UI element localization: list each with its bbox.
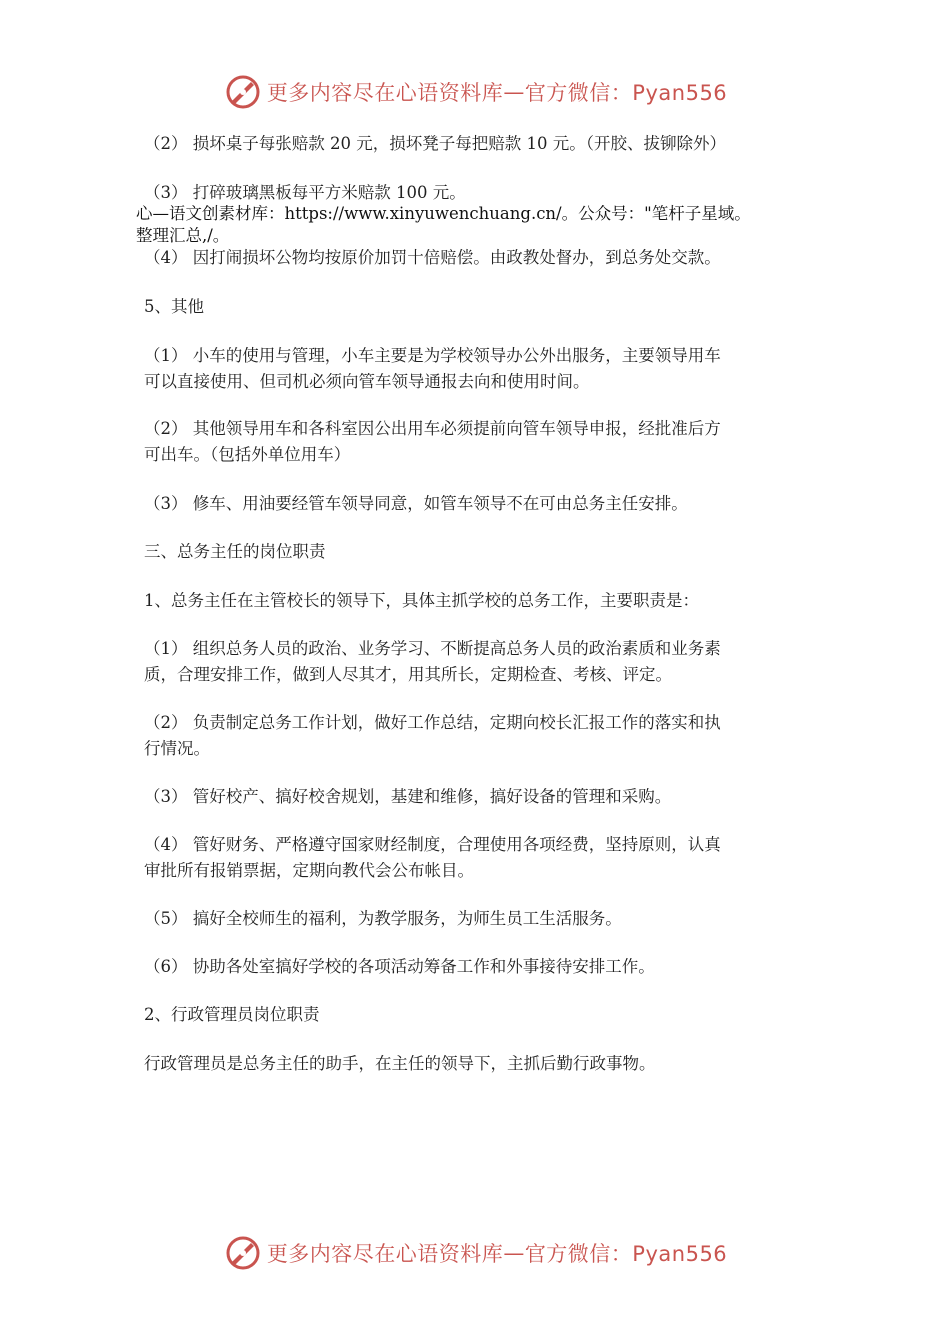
paragraph-car-repair: （3） 修车、用油要经管车领导同意，如管车领导不在可由总务主任安排。 (144, 494, 688, 513)
paragraph-damage-fight: （4） 因打闹损坏公物均按原价加罚十倍赔偿。由政教处督办，到总务处交款。 (144, 248, 721, 267)
duty-item-2-line-2: 行情况。 (144, 739, 210, 758)
paragraph-car-usage-line-2: 可以直接使用、但司机必须向管车领导通报去向和使用时间。 (144, 372, 590, 391)
banner-wechat-id: 官方微信：Pyan556 (524, 1242, 728, 1266)
paragraph-admin-intro: 行政管理员是总务主任的助手，在主任的领导下，主抓后勤行政事物。 (144, 1054, 656, 1073)
paragraph-damage-desk: （2） 损坏桌子每张赔款 20 元，损坏凳子每把赔款 10 元。（开胶、拔铆除外） (144, 134, 726, 153)
duty-item-2-line-1: （2） 负责制定总务工作计划，做好工作总结，定期向校长汇报工作的落实和执 (144, 713, 721, 732)
section-heading-other: 5、其他 (144, 297, 204, 316)
source-notice-line-1: 心—语文创素材库：https://www.xinyuwenchuang.cn/。公众号："笔杆子星域。 (136, 204, 751, 223)
paragraph-director-intro: 1、总务主任在主管校长的领导下，具体主抓学校的总务工作，主要职责是： (144, 591, 699, 610)
duty-item-6: （6） 协助各处室搞好学校的各项活动筹备工作和外事接待安排工作。 (144, 957, 655, 976)
banner-text: 更多内容尽在心语资料库 (266, 1242, 504, 1266)
paragraph-damage-glass: （3） 打碎玻璃黑板每平方米赔款 100 元。 (144, 183, 466, 202)
source-notice-line-2: 整理汇总,/。 (136, 226, 230, 245)
pen-nib-circle-logo-icon (223, 72, 263, 112)
duty-item-1-line-2: 质，合理安排工作，做到人尽其才，用其所长，定期检查、考核、评定。 (144, 665, 672, 684)
duty-item-5: （5） 搞好全校师生的福利，为教学服务，为师生员工生活服务。 (144, 909, 622, 928)
paragraph-car-request-line-1: （2） 其他领导用车和各科室因公出用车必须提前向管车领导申报，经批准后方 (144, 419, 721, 438)
pen-nib-circle-logo-icon (223, 1233, 263, 1273)
banner-dash: — (503, 80, 525, 104)
duty-item-3: （3） 管好校产、搞好校舍规划，基建和维修，搞好设备的管理和采购。 (144, 787, 672, 806)
banner-wechat-id: 官方微信：Pyan556 (524, 81, 728, 105)
banner-dash: — (503, 1241, 525, 1265)
header-watermark-banner (0, 72, 950, 112)
duty-item-1-line-1: （1） 组织总务人员的政治、业务学习、不断提高总务人员的政治素质和业务素 (144, 639, 721, 658)
section-heading-director-duties: 三、总务主任的岗位职责 (144, 542, 326, 561)
duty-item-4-line-2: 审批所有报销票据，定期向教代会公布帐目。 (144, 861, 474, 880)
banner-text: 更多内容尽在心语资料库 (266, 81, 504, 105)
footer-watermark-banner (0, 1233, 950, 1273)
paragraph-car-usage-line-1: （1） 小车的使用与管理，小车主要是为学校领导办公外出服务，主要领导用车 (144, 346, 721, 365)
section-heading-admin-duties: 2、行政管理员岗位职责 (144, 1005, 320, 1024)
paragraph-car-request-line-2: 可出车。（包括外单位用车） (144, 445, 351, 464)
duty-item-4-line-1: （4） 管好财务、严格遵守国家财经制度，合理使用各项经费，坚持原则，认真 (144, 835, 721, 854)
